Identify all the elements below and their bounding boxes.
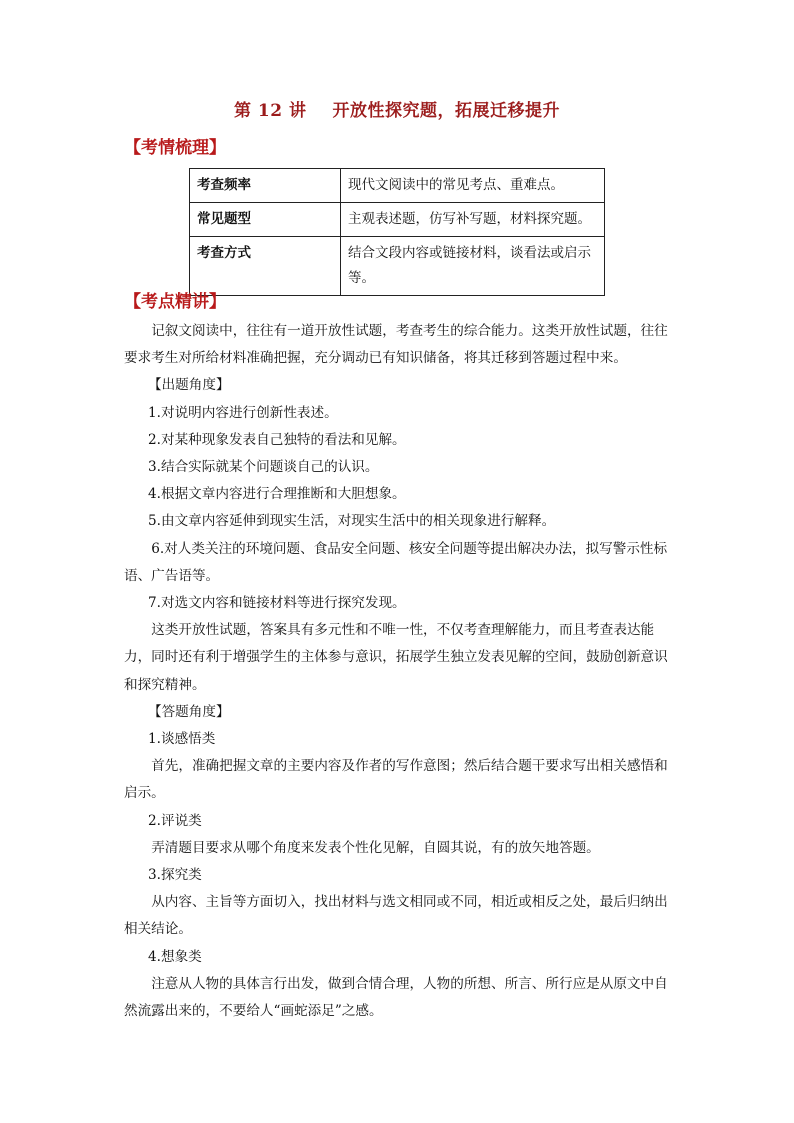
table-row [190,169,605,203]
table-key-cell: 常见题型 [190,203,341,237]
list-item: 6.对人类关注的环境问题、食品安全问题、核安全问题等提出解决办法，拟写警示性标语、广告语等。 [124,540,668,584]
answer-type-title: 3.探究类 [148,867,202,884]
table-row [190,203,605,237]
answer-type-text: 从内容、主旨等方面切入，找出材料与选文相同或不同，相近或相反之处，最后归纳出相关结论。 [124,894,668,938]
page-title [0,96,794,121]
summary-paragraph: 这类开放性试题，答案具有多元性和不唯一性，不仅考查理解能力，而且考查表达能力，同时还有利于增强学生的主体参与意识，拓展学生独立发表见解的空间，鼓励创新意识和探究精神。 [124,622,668,693]
answer-type-text: 注意从人物的具体言行出发，做到合情合理，人物的所想、所言、所行应是从原文中自然流露出来的，不要给人“画蛇添足”之感。 [124,975,668,1020]
table-value-cell: 结合文段内容或链接材料，谈看法或启示等。 [341,237,605,296]
answer-type-title: 2.评说类 [148,812,202,829]
answer-type-text: 首先，准确把握文章的主要内容及作者的写作意图；然后结合题干要求写出相关感悟和启示。 [124,758,668,802]
lecture-number: 第 12 讲 [234,101,307,121]
answer-type-title: 1.谈感悟类 [148,731,216,748]
table-key-cell: 考查频率 [190,169,341,203]
table-value-cell: 主观表述题，仿写补写题，材料探究题。 [341,203,605,237]
list-item: 1.对说明内容进行创新性表述。 [148,404,338,421]
list-item: 7.对选文内容和链接材料等进行探究发现。 [148,595,406,612]
list-item: 2.对某种现象发表自己独特的看法和见解。 [148,431,406,448]
table-key-cell: 考查方式 [190,237,341,296]
answer-type-text: 弄清题目要求从哪个角度来发表个性化见解，自圆其说，有的放矢地答题。 [151,839,600,856]
intro-paragraph: 记叙文阅读中，往往有一道开放性试题，考查考生的综合能力。这类开放性试题，往往要求考生对所给材料准确把握，充分调动已有知识储备，将其迁移到答题过程中来。 [124,323,668,367]
answer-type-title: 4.想象类 [148,948,202,965]
main-content [124,318,680,1025]
subheading-answer-angles: 【答题角度】 [148,703,230,720]
list-item: 4.根据文章内容进行合理推断和大胆想象。 [148,486,406,503]
section-heading-kaoqing: 【考情梳理】 [124,138,226,158]
table-value-cell: 现代文阅读中的常见考点、重难点。 [341,169,605,203]
list-item: 5.由文章内容延伸到现实生活，对现实生活中的相关现象进行解释。 [148,513,556,530]
table-row [190,237,605,296]
lecture-topic: 开放性探究题，拓展迁移提升 [332,101,560,121]
section-heading-kaodian: 【考点精讲】 [124,292,226,312]
subheading-question-angles: 【出题角度】 [148,377,230,394]
list-item: 3.结合实际就某个问题谈自己的认识。 [148,459,379,476]
exam-info-table [189,168,605,296]
